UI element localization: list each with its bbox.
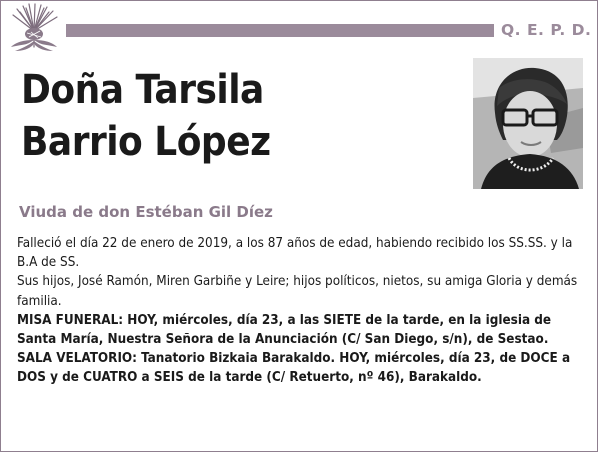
qepd-label: Q. E. P. D. <box>501 21 592 39</box>
deceased-name <box>21 64 271 168</box>
header-band <box>66 24 494 37</box>
thistle-icon <box>7 3 61 53</box>
death-announcement: Falleció el día 22 de enero de 2019, a los 87 años de edad, habiendo recibido los SS.SS. y la B.A de SS. <box>17 236 573 271</box>
obituary-body <box>17 234 587 388</box>
portrait-photo <box>473 58 583 189</box>
family-list: Sus hijos, José Ramón, Miren Garbiñe y Leire; hijos políticos, nietos, su amiga Gloria y demás familia. <box>17 274 578 309</box>
widow-of-line: Viuda de don Estéban Gil Díez <box>19 203 273 221</box>
name-line-1: Doña Tarsila <box>21 67 264 113</box>
name-line-2: Barrio López <box>21 119 271 165</box>
funeral-mass-info: MISA FUNERAL: HOY, miércoles, día 23, a las SIETE de la tarde, en la iglesia de Santa María, Nuestra Señora de la Anunciación (C/ San Diego, s/n), de Sestao. <box>17 312 552 348</box>
wake-room-info: SALA VELATORIO: Tanatorio Bizkaia Barakaldo. HOY, miércoles, día 23, de DOCE a DOS y de CUATRO a SEIS de la tarde (C/ Retuerto, nº 46), Barakaldo. <box>17 351 571 386</box>
